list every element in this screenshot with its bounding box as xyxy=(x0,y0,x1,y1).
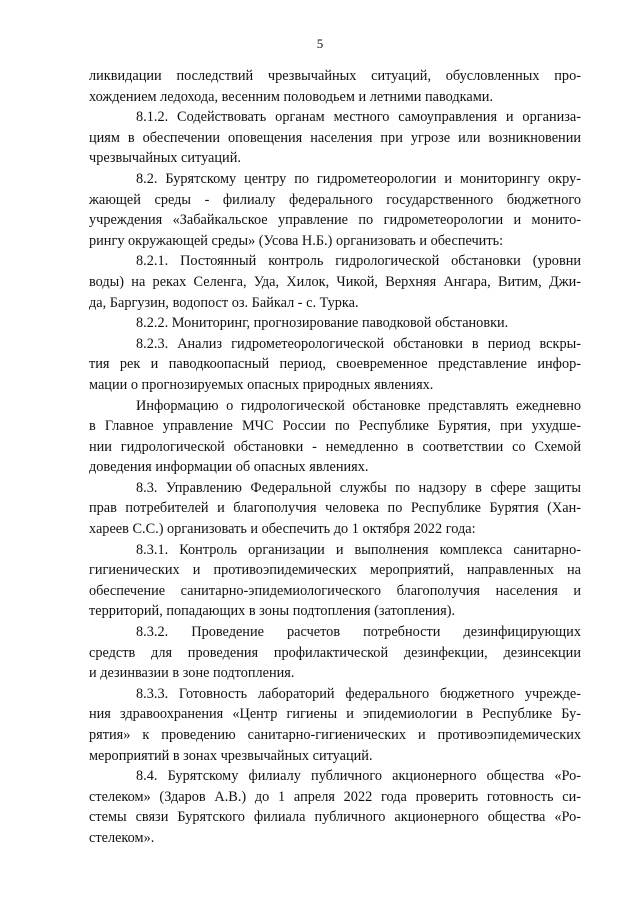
text-line: Информацию о гидрологической обстановке представлять ежедневно xyxy=(136,397,581,414)
text-line: хождением ледохода, весенним половодьем и летними паводками. xyxy=(89,88,494,105)
document-body xyxy=(89,66,581,849)
text-line: 8.1.2. Содействовать органам местного самоуправления и организа- xyxy=(136,109,581,126)
text-line: 8.3.1. Контроль организации и выполнения комплекса санитарно- xyxy=(136,541,581,558)
paragraph xyxy=(89,396,581,478)
paragraph xyxy=(89,684,581,766)
paragraph xyxy=(89,169,581,251)
text-line: чрезвычайных ситуаций. xyxy=(89,150,241,167)
paragraph xyxy=(89,107,581,169)
text-line: стемы связи Бурятского филиала публичного акционерного общества «Ро- xyxy=(89,809,581,826)
text-line: 8.2.1. Постоянный контроль гидрологической обстановки (уровни xyxy=(136,253,581,270)
text-line: ликвидации последствий чрезвычайных ситуаций, обусловленных про- xyxy=(89,68,581,84)
paragraph xyxy=(89,334,581,396)
text-line: да, Баргузин, водопост оз. Байкал - с. Турка. xyxy=(89,294,359,311)
paragraph xyxy=(89,766,581,848)
text-line: средств для проведения профилактической дезинфекции, дезинсекции xyxy=(89,644,581,661)
text-line: тия рек и паводкоопасный период, своевременное представление инфор- xyxy=(89,356,581,373)
text-line: жающей среды - филиалу федерального государственного бюджетного xyxy=(89,191,581,208)
text-line: мероприятий в зонах чрезвычайных ситуаций. xyxy=(89,747,373,764)
paragraph xyxy=(89,251,581,313)
page-number: 5 xyxy=(316,36,324,51)
text-line: учреждения «Забайкальское управление по гидрометеорологии и монито- xyxy=(89,212,581,229)
text-line: ния здравоохранения «Центр гигиены и эпидемиологии в Республике Бу- xyxy=(89,706,581,723)
text-line: нии гидрологической обстановки - немедленно в соответствии со Схемой xyxy=(89,438,581,455)
text-line: воды) на реках Селенга, Уда, Хилок, Чикой, Верхняя Ангара, Витим, Джи- xyxy=(89,273,581,290)
text-line: гигиенических и противоэпидемических мероприятий, направленных на xyxy=(89,562,581,579)
text-line: рятия» к проведению санитарно-гигиенических и противоэпидемических xyxy=(89,727,581,743)
text-line: 8.3.3. Готовность лабораторий федерального бюджетного учрежде- xyxy=(136,685,581,702)
paragraph xyxy=(89,540,581,622)
text-line: 8.2.2. Мониторинг, прогнозирование паводковой обстановки. xyxy=(136,315,509,332)
text-line: стелеком» (Здаров А.В.) до 1 апреля 2022 года проверить готовность си- xyxy=(89,788,581,805)
text-line: циям в обеспечении оповещения населения при угрозе или возникновении xyxy=(89,129,581,146)
text-line: мации о прогнозируемых опасных природных явлениях. xyxy=(89,376,434,393)
text-line: рингу окружающей среды» (Усова Н.Б.) организовать и обеспечить: xyxy=(89,232,504,249)
paragraph xyxy=(89,313,581,334)
text-line: прав потребителей и благополучия человека по Республике Бурятия (Хан- xyxy=(89,500,581,517)
text-line: и дезинвазии в зоне подтопления. xyxy=(89,665,295,682)
text-line: в Главное управление МЧС России по Республике Бурятия, при ухудше- xyxy=(89,418,581,435)
text-line: территорий, попадающих в зоны подтопления (затопления). xyxy=(89,603,456,620)
text-line: 8.2.3. Анализ гидрометеорологической обстановки в период вскры- xyxy=(136,335,581,352)
paragraph xyxy=(89,478,581,540)
paragraph xyxy=(89,622,581,684)
text-line: 8.3.2. Проведение расчетов потребности дезинфицирующих xyxy=(136,624,581,641)
text-line: обеспечение санитарно-эпидемиологического благополучия населения и xyxy=(89,582,581,599)
text-line: 8.4. Бурятскому филиалу публичного акционерного общества «Ро- xyxy=(136,768,581,785)
text-line: хареев С.С.) организовать и обеспечить до 1 октября 2022 года: xyxy=(89,521,476,538)
text-line: стелеком». xyxy=(89,829,155,846)
text-line: 8.3. Управлению Федеральной службы по надзору в сфере защиты xyxy=(136,479,581,496)
paragraph xyxy=(89,66,581,107)
text-line: 8.2. Бурятскому центру по гидрометеорологии и мониторингу окру- xyxy=(136,170,581,187)
text-line: доведения информации об опасных явлениях. xyxy=(89,459,369,476)
